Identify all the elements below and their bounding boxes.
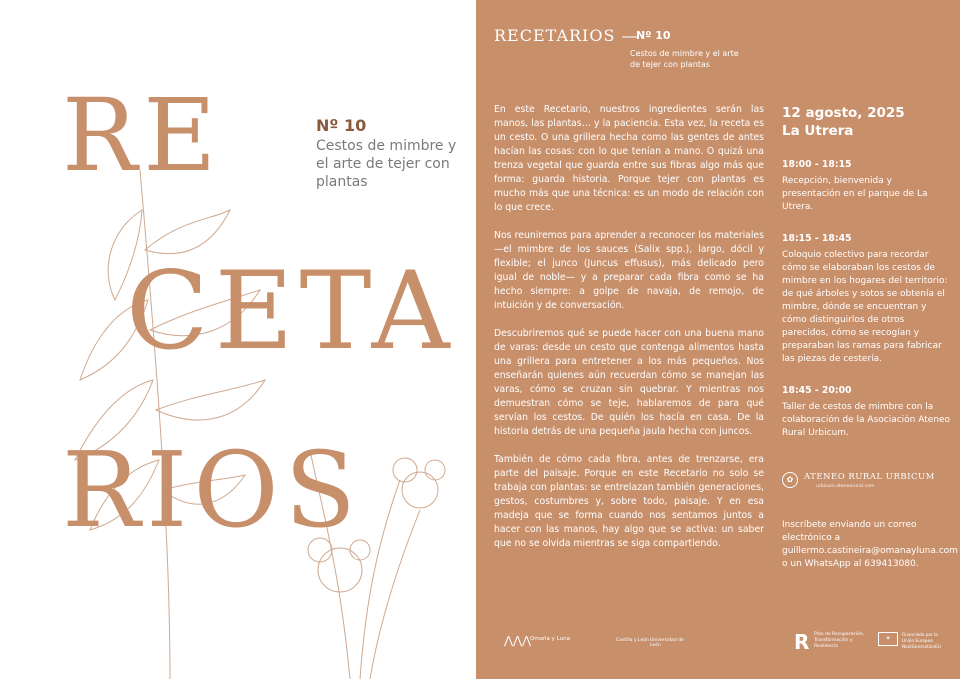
ateneo-emblem-icon: ✿: [782, 472, 798, 488]
ateneo-logo: [782, 470, 954, 492]
slot-desc: Taller de cestos de mimbre con la colaboración de la Asociación Ateneo Rural Urbicum.: [782, 402, 951, 438]
slot-desc: Recepción, bienvenida y presentación en el parque de La Utrera.: [782, 176, 928, 212]
event-date: 12 agosto, 2025: [782, 105, 905, 121]
contact-info: Inscríbete enviando un correo electrónico a guillermo.castineira@omanayluna.com o un WhatsApp al 639413080.: [782, 520, 958, 569]
issue-subtitle: Cestos de mimbre y el arte de tejer con plantas: [316, 138, 457, 190]
slot-desc: Coloquio colectivo para recordar cómo se elaboraban los cestos de mimbre en los hogares del territorio: de qué árboles y sotos se obtenía el mimbre, dónde se encuentran y cómo distinguirlos de otros parecidos, cómo se recogían y preparaban las ramas para fabricar las piezas de cestería.: [782, 250, 948, 364]
body-paragraph: Nos reuniremos para aprender a reconocer los materiales —el mimbre de los sauces (Salix spp.), largo, dócil y flexible; el junco (Juncus effusus), más delicado pero igual de noble— y a preparar cada fibra como se ha hecho siempre: a golpe de navaja, de remojo, de intuición y de conversación.: [494, 230, 764, 311]
header-number: Nº 10: [636, 29, 671, 42]
slot-time: 18:00 - 18:15: [782, 159, 852, 170]
slot-time: 18:45 - 20:00: [782, 385, 852, 396]
body-paragraph: Descubriremos qué se puede hacer con una buena mano de varas: desde un cesto que contenga alimentos hasta una grillera para entretener a los más pequeños. Nos enseñarán quienes aún recuerdan cómo se manejan las varas, cómo se cruzan sin quebrar. Y mientras nos demuestran cómo se teje, hablaremos de para qué servían los cestos. De quién los hacía en casa. De la historia detrás de una pequeña jaula hecha con juncos.: [494, 328, 764, 437]
body-paragraph: También de cómo cada fibra, antes de trenzarse, era parte del paisaje. Porque en este Recetario no solo se trabaja con plantas: se entrelazan también generaciones, gestos, costumbres y, sobre todo, paisaje. Y en esa madeja que se forma cuando nos sentamos juntos a hacer con las manos, hay algo que se activa: un saber que no se olvida mientras se siga compartiendo.: [494, 454, 764, 549]
header-title: RECETARIOS —: [494, 26, 639, 45]
ateneo-tagline: urbicum.ateneorural.com: [816, 484, 875, 489]
big-title-ceta: CETA: [126, 249, 456, 374]
plan-logo: Plan de Recuperación, Transformación y Resiliencia: [814, 632, 865, 649]
body-text: [494, 103, 764, 565]
plant-illustration: [20, 150, 460, 679]
event-place: La Utrera: [782, 123, 854, 139]
header-subtitle: Cestos de mimbre y el arte de tejer con plantas: [630, 49, 739, 69]
big-title-rios: RIOS: [62, 429, 362, 551]
left-panel: [0, 0, 476, 679]
slot-time: 18:15 - 18:45: [782, 233, 852, 244]
leon-logo: Universidad de León: [650, 638, 684, 648]
body-paragraph: En este Recetario, nuestros ingredientes serán las manos, las plantas… y la paciencia. Esta vez, la receta es un cesto. O una grillera hecha como las gentes de antes hacían las cosas: con lo que tenían a mano. O quizá una trenza vegetal que guarda entre sus fibras algo más que forma: guarda historia. Porque tejer con plantas es mucho más que una técnica: es un modo de relación con lo que crece.: [494, 104, 764, 213]
eu-flag-icon: ✶: [878, 632, 898, 646]
issue-number: Nº 10: [316, 116, 367, 135]
sponsor-logos: [504, 628, 944, 658]
eu-logo: Financiado por la Unión Europea NextGenerationEU: [902, 632, 941, 649]
omana-logo: Omaña y Luna: [530, 636, 570, 642]
big-title-re: RE: [62, 77, 223, 194]
right-panel: [476, 0, 960, 679]
schedule: [782, 104, 952, 440]
ateneo-name: ATENEO RURAL URBICUM: [804, 472, 935, 482]
header: [494, 26, 671, 45]
mountain-logo-icon: ⋀⋀⋀: [504, 634, 532, 647]
castilla-logo: Castilla y León: [616, 638, 649, 643]
plan-icon: R: [794, 630, 810, 654]
